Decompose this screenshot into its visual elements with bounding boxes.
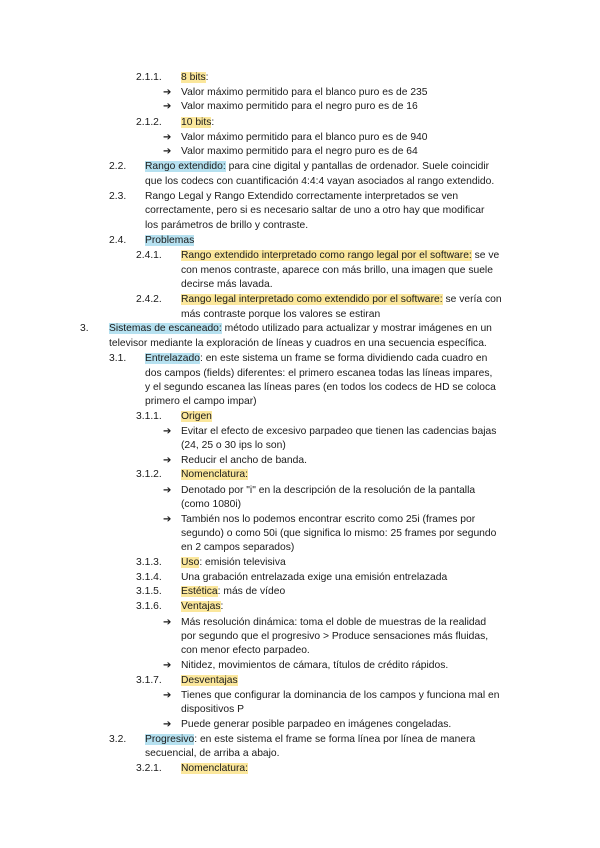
paragraph-text: con menos contraste, aparece con más brillo, una imagen que suele <box>181 265 493 276</box>
heading-3-1-7 <box>0 674 600 688</box>
paragraph-text: : más de vídeo <box>217 586 286 597</box>
arrow-bullet-icon: ➔ <box>163 101 172 112</box>
bullet-item <box>0 131 600 145</box>
paragraph-text: los parámetros de brillo y contraste. <box>145 220 309 231</box>
bullet-text: Denotado por "i" en la descripción de la resolución de la pantalla <box>181 485 476 496</box>
section-number: 3.1.6. <box>136 601 162 612</box>
paragraph-text: primero el campo impar) <box>145 396 257 407</box>
paragraph-text: decirse más lavada. <box>181 279 273 290</box>
heading-3-1-2 <box>0 468 600 482</box>
bullet-text: en 2 campos separados) <box>181 542 295 553</box>
section-title: Entrelazado <box>145 353 200 364</box>
heading-3-1-1 <box>0 410 600 424</box>
paragraph-text: se ve <box>471 250 500 261</box>
bullet-item <box>0 484 600 498</box>
heading-3-1-6 <box>0 600 600 614</box>
heading-2-3 <box>0 190 600 204</box>
arrow-bullet-icon: ➔ <box>163 132 172 143</box>
paragraph-text: Una grabación entrelazada exige una emisión entrelazada <box>181 572 448 583</box>
section-title: Nomenclatura: <box>181 763 248 774</box>
bullet-item <box>0 616 600 630</box>
bullet-item <box>0 659 600 673</box>
bullet-text: También nos lo podemos encontrar escrito como 25i (frames por <box>181 514 476 525</box>
bullet-text: Más resolución dinámica: toma el doble de muestras de la realidad <box>181 617 487 628</box>
section-title: Rango extendido interpretado como rango legal por el software: <box>181 250 472 261</box>
bullet-text: segundo) o como 50i (que significa lo mismo: 25 frames por segundo <box>181 528 497 539</box>
paragraph-text: método utilizado para actualizar y mostrar imágenes en un <box>221 323 492 334</box>
paragraph-text: correctamente, pero si es necesario saltar de uno a otro hay que modificar <box>145 205 485 216</box>
section-title: Uso <box>181 557 200 568</box>
bullet-item <box>0 513 600 527</box>
section-title: Rango extendido: <box>145 161 226 172</box>
section-number: 2.3. <box>109 191 127 202</box>
heading-3-2 <box>0 733 600 747</box>
section-number: 3.2. <box>109 734 127 745</box>
section-number: 2.1.2. <box>136 117 162 128</box>
section-title: Estética <box>181 586 218 597</box>
paragraph-text: secuencial, de arriba a abajo. <box>145 748 280 759</box>
paragraph-text: para cine digital y pantallas de ordenador. Suele coincidir <box>225 161 490 172</box>
paragraph-text: televisor mediante la exploración de líneas y cuadros en una secuencia específica. <box>109 338 487 349</box>
bullet-text: Evitar el efecto de excesivo parpadeo que tienen las cadencias bajas <box>181 426 497 437</box>
paragraph-text: Rango Legal y Rango Extendido correctamente interpretados se ven <box>145 191 459 202</box>
section-number: 3.1.4. <box>136 572 162 583</box>
section-number: 3.2.1. <box>136 763 162 774</box>
bullet-text: con menor efecto parpadeo. <box>181 645 310 656</box>
heading-2-4-2 <box>0 293 600 307</box>
section-number: 3.1.1. <box>136 411 162 422</box>
bullet-text: Nitidez, movimientos de cámara, títulos de crédito rápidos. <box>181 660 449 671</box>
bullet-text: Valor máximo permitido para el blanco puro es de 940 <box>181 132 428 143</box>
title-suffix: : <box>220 601 224 612</box>
section-number: 2.4. <box>109 235 127 246</box>
paragraph-text: : emisión televisiva <box>199 557 286 568</box>
section-number: 2.1.1. <box>136 72 162 83</box>
heading-3-2-1 <box>0 762 600 776</box>
section-number: 3.1.5. <box>136 586 162 597</box>
paragraph-text: : en este sistema el frame se forma línea por línea de manera <box>194 734 476 745</box>
section-title: Nomenclatura: <box>181 469 248 480</box>
bullet-text: dispositivos P <box>181 704 244 715</box>
bullet-text: por segundo que el progresivo > Produce sensaciones más fluidas, <box>181 631 489 642</box>
bullet-item <box>0 454 600 468</box>
heading-3-1-4 <box>0 571 600 585</box>
section-title: Desventajas <box>181 675 238 686</box>
arrow-bullet-icon: ➔ <box>163 514 172 525</box>
section-number: 3.1. <box>109 353 127 364</box>
bullet-text: Reducir el ancho de banda. <box>181 455 307 466</box>
arrow-bullet-icon: ➔ <box>163 455 172 466</box>
paragraph-text: más contraste porque los valores se estiran <box>181 309 381 320</box>
heading-2-1-1: 2.1.1. 8 bits: <box>136 72 209 83</box>
bullet-text: (24, 25 o 30 ips lo son) <box>181 440 286 451</box>
arrow-bullet-icon: ➔ <box>163 87 172 98</box>
heading-2-4-1 <box>0 249 600 263</box>
paragraph-text: y el segundo escanea las líneas pares (en todos los codecs de HD se coloca <box>145 382 496 393</box>
bullet-text: Puede generar posible parpadeo en imágenes congeladas. <box>181 719 452 730</box>
bullet-item <box>0 100 600 114</box>
arrow-bullet-icon: ➔ <box>163 426 172 437</box>
section-title: Progresivo <box>145 734 195 745</box>
section-title: Ventajas <box>181 601 221 612</box>
arrow-bullet-icon: ➔ <box>163 660 172 671</box>
section-title: 8 bits <box>181 72 206 83</box>
bullet-text: Valor maximo permitido para el negro puro es de 64 <box>181 146 418 157</box>
section-title: Rango legal interpretado como extendido por el software: <box>181 294 443 305</box>
paragraph-text: : en este sistema un frame se forma dividiendo cada cuadro en <box>199 353 488 364</box>
heading-3 <box>0 322 600 336</box>
section-number: 2.4.1. <box>136 250 162 261</box>
bullet-item <box>0 425 600 439</box>
heading-3-1 <box>0 352 600 366</box>
paragraph-text: se vería con <box>442 294 502 305</box>
section-number: 3. <box>80 323 89 334</box>
bullet-text: Valor máximo permitido para el blanco puro es de 235 <box>181 87 428 98</box>
arrow-bullet-icon: ➔ <box>163 485 172 496</box>
heading-2-2 <box>0 160 600 174</box>
section-number: 2.2. <box>109 161 127 172</box>
bullet-item <box>0 145 600 159</box>
section-title: Sistemas de escaneado: <box>109 323 222 334</box>
bullet-text: Tienes que configurar la dominancia de los campos y funciona mal en <box>181 690 500 701</box>
heading-3-1-3 <box>0 556 600 570</box>
bullet-text: (como 1080i) <box>181 499 242 510</box>
heading-3-1-5 <box>0 585 600 599</box>
arrow-bullet-icon: ➔ <box>163 617 172 628</box>
heading-2-1-2: 2.1.2. 10 bits: <box>136 117 215 128</box>
bullet-item <box>0 86 600 100</box>
section-title: Problemas <box>145 235 195 246</box>
paragraph-text: que los codecs con cuantificación 4:4:4 vayan asociados al rango extendido. <box>145 176 495 187</box>
arrow-bullet-icon: ➔ <box>163 719 172 730</box>
section-title: Origen <box>181 411 212 422</box>
section-number: 3.1.3. <box>136 557 162 568</box>
heading-2-4 <box>0 234 600 248</box>
bullet-item <box>0 689 600 703</box>
bullet-item <box>0 718 600 732</box>
section-number: 3.1.7. <box>136 675 162 686</box>
arrow-bullet-icon: ➔ <box>163 146 172 157</box>
arrow-bullet-icon: ➔ <box>163 690 172 701</box>
paragraph-text: dos campos (fields) diferentes: el primero escanea todas las líneas impares, <box>145 368 493 379</box>
section-number: 2.4.2. <box>136 294 162 305</box>
bullet-text: Valor maximo permitido para el negro puro es de 16 <box>181 101 418 112</box>
section-title: 10 bits <box>181 117 212 128</box>
section-number: 3.1.2. <box>136 469 162 480</box>
